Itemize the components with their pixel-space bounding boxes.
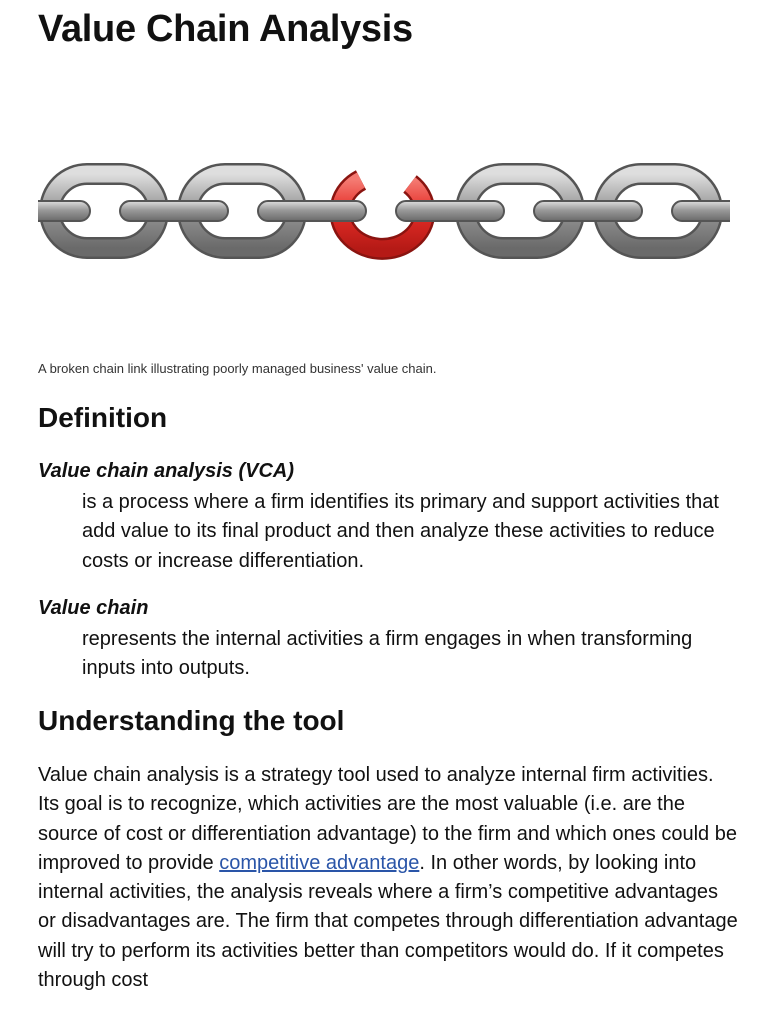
horizontal-links [38, 201, 730, 221]
definition-value-chain: represents the internal activities a firm engages in when transforming inputs into outputs. [82, 628, 693, 680]
broken-chain-image [38, 160, 730, 260]
competitive-advantage-link[interactable]: competitive advantage [219, 851, 420, 874]
term-vca: Value chain analysis (VCA) [38, 460, 295, 482]
chain-link [672, 201, 730, 221]
chain-link [396, 201, 504, 221]
paragraph-text-before: Value chain analysis is a strategy tool used to analyze internal firm activities. Its goal is to recognize, which activities are the most valuable (i.e. are the source of cost or differentiation advantage) to the firm and which ones could be improved to provide [38, 764, 737, 874]
paragraph-text-after: . In other words, by looking into internal activities, the analysis reveals where a firm’s competitive advantages or disadvantages are. The firm that competes through differentiation advantage will try to perform its activities better than competitors would do. If it competes through cost [38, 851, 738, 992]
term-value-chain: Value chain [38, 597, 149, 619]
chain-link [258, 201, 366, 221]
figure-caption: A broken chain link illustrating poorly managed business' value chain. [38, 361, 437, 376]
chain-illustration [38, 160, 730, 260]
understanding-heading: Understanding the tool [38, 705, 345, 736]
understanding-paragraph [38, 761, 738, 995]
definition-heading: Definition [38, 402, 168, 433]
chain-link [38, 201, 90, 221]
definition-vca: is a process where a firm identifies its primary and support activities that add value to its final product and then analyze these activities to reduce costs or increase differentiation. [82, 491, 719, 572]
chain-link [534, 201, 642, 221]
page-title: Value Chain Analysis [38, 8, 413, 50]
chain-link [120, 201, 228, 221]
